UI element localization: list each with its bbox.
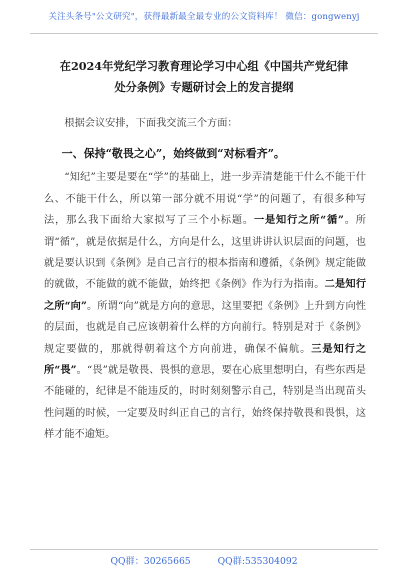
- footer-contacts: [0, 553, 408, 567]
- footer-divider: [30, 549, 378, 550]
- header-divider: [30, 33, 378, 34]
- point-2-keyword: 二是知行之所“向”: [44, 278, 367, 312]
- document-body: [44, 113, 366, 446]
- section-heading-1: 一、保持“敬畏之心”，始终做到“对标看齐”。: [61, 147, 285, 161]
- footer-qq-group-1: QQ群：30265665: [110, 556, 191, 567]
- title-line-2: 处分条例》专题研讨会上的发言提纲: [114, 80, 294, 94]
- header-promo-text: 关注头条号"公文研究"，获得最新最全最专业的公文资料库！ 微信：gongwenyj: [48, 12, 360, 22]
- paragraph-text: 。所谓“循”，就是依据是什么，方向是什么，这里讲讲认识层面的问题，也就是要认识到《条例》是自己言行的根本指南和遵循，《条例》规定能做的就做，不能做的就不能做，始终把《条例》作为行为指南。: [44, 215, 366, 291]
- paragraph-text: “知纪”主要是要在“学”的基础上，进一步弄清楚能干什么不能干什么、不能干什么，所以第一部分就不用说“学”的问题了，有很多种写法，那么我下面给大家拟写了三个小标题。: [44, 172, 366, 227]
- section-1-paragraph: [44, 167, 366, 445]
- intro-paragraph: 根据会议安排，下面我交流三个方面：: [64, 118, 238, 129]
- point-3-keyword: 三是知行之所“畏”: [44, 342, 366, 377]
- document-title: [40, 56, 368, 98]
- title-line-1: 在2024年党纪学习教育理论学习中心组《中国共产党纪律: [59, 59, 349, 73]
- point-1-keyword: 一是知行之所“循”: [253, 214, 344, 227]
- paragraph-text: 。所谓“向”就是方向的意思，这里要把《条例》上升到方向性的层面，也就是自己应该朝着什么样的方向前行。特别是对于《条例》规定要做的，那就得朝着这个方向前进，确保不偏航。: [44, 300, 366, 355]
- footer-qq-group-2: QQ群:535304092: [217, 556, 298, 567]
- paragraph-text: 。“畏”就是敬畏、畏惧的意思，要在心底里想明白，有些东西是不能碰的，纪律是不能违反的，时时刻刻警示自己，特别是当出现苗头性问题的时候，一定要及时纠正自己的言行，始终保持敬畏和畏惧，这样才能不逾矩。: [44, 365, 366, 441]
